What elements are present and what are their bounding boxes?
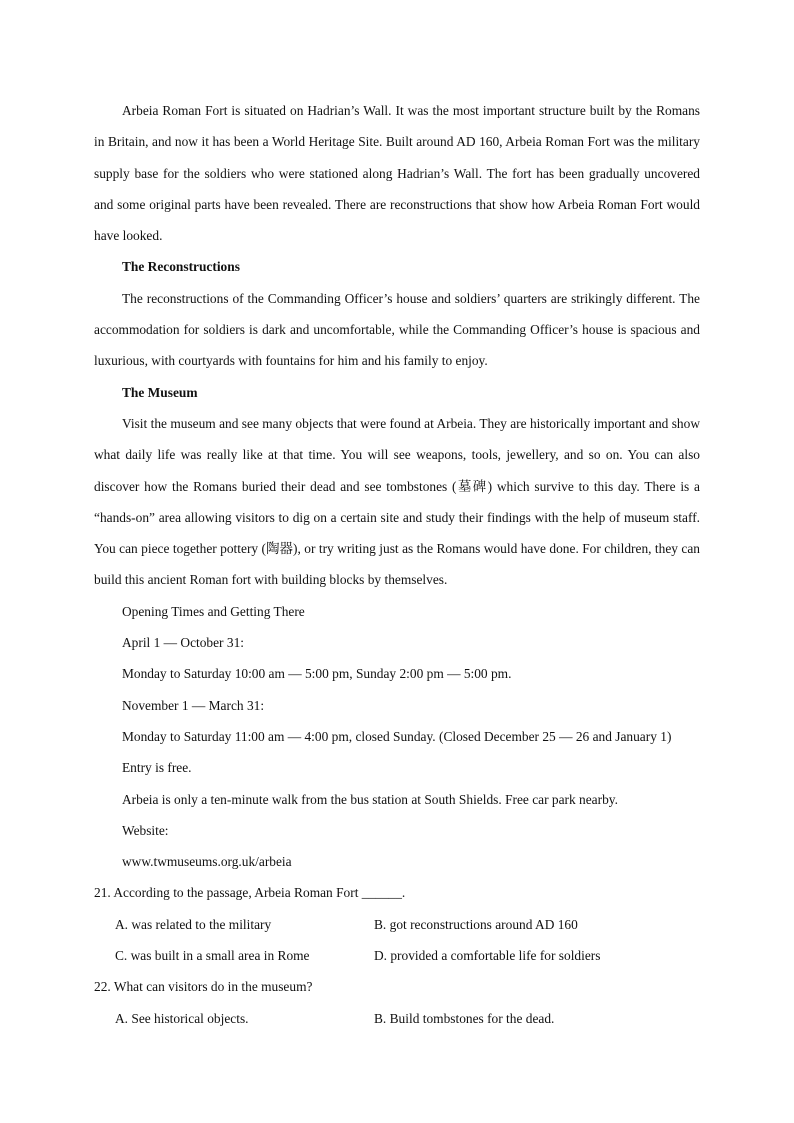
info-winter-hours: Monday to Saturday 11:00 am — 4:00 pm, closed Sunday. (Closed December 25 — 26 and January 1) xyxy=(122,728,672,744)
info-summer-hours: Monday to Saturday 10:00 am — 5:00 pm, Sunday 2:00 pm — 5:00 pm. xyxy=(122,666,512,682)
question-21-option-d: D. provided a comfortable life for soldiers xyxy=(374,948,601,964)
info-summer-dates: April 1 — October 31: xyxy=(122,635,244,651)
question-21-option-c: C. was built in a small area in Rome xyxy=(115,948,310,964)
question-21-option-b: B. got reconstructions around AD 160 xyxy=(374,916,578,932)
info-website-label: Website: xyxy=(122,822,169,838)
question-22-option-a: A. See historical objects. xyxy=(115,1010,249,1026)
heading-museum: The Museum xyxy=(122,384,198,400)
question-21-option-a: A. was related to the military xyxy=(115,916,272,932)
question-22-option-b: B. Build tombstones for the dead. xyxy=(374,1010,555,1026)
question-22-options-row-1 xyxy=(94,1003,700,1034)
question-21-options-row-1 xyxy=(94,909,700,940)
info-winter-dates: November 1 — March 31: xyxy=(122,697,265,713)
document-content xyxy=(94,95,700,1034)
paragraph-reconstructions: The reconstructions of the Commanding Officer’s house and soldiers’ quarters are strikingly different. The accommodation for soldiers is dark and uncomfortable, while the Commanding Officer’s house is spacious and luxurious, with courtyards with fountains for him and his family to enjoy. xyxy=(94,290,700,369)
info-website-url: www.twmuseums.org.uk/arbeia xyxy=(122,854,292,870)
info-title: Opening Times and Getting There xyxy=(122,603,305,619)
info-transport: Arbeia is only a ten-minute walk from the bus station at South Shields. Free car park nearby. xyxy=(122,791,618,807)
info-entry: Entry is free. xyxy=(122,760,192,776)
question-21-options-row-2 xyxy=(94,940,700,971)
heading-reconstructions: The Reconstructions xyxy=(122,259,240,275)
paragraph-intro: Arbeia Roman Fort is situated on Hadrian’s Wall. It was the most important structure built by the Romans in Britain, and now it has been a World Heritage Site. Built around AD 160, Arbeia Roman Fort was the military supply base for the soldiers who were stationed along Hadrian’s Wall. The fort has been gradually uncovered and some original parts have been revealed. There are reconstructions that show how Arbeia Roman Fort would have looked. xyxy=(94,103,700,244)
paragraph-museum: Visit the museum and see many objects that were found at Arbeia. They are historically important and show what daily life was really like at that time. You will see weapons, tools, jewellery, and so on. You can also discover how the Romans buried their dead and see tombstones (墓碑) which survive to this day. There is a “hands-on” area allowing visitors to dig on a certain site and study their findings with the help of museum staff. You can piece together pottery (陶器), or try writing just as the Romans would have done. For children, they can build this ancient Roman fort with building blocks by themselves. xyxy=(94,415,700,588)
question-22-stem: 22. What can visitors do in the museum? xyxy=(94,979,313,995)
question-21-stem: 21. According to the passage, Arbeia Roman Fort ______. xyxy=(94,885,406,901)
